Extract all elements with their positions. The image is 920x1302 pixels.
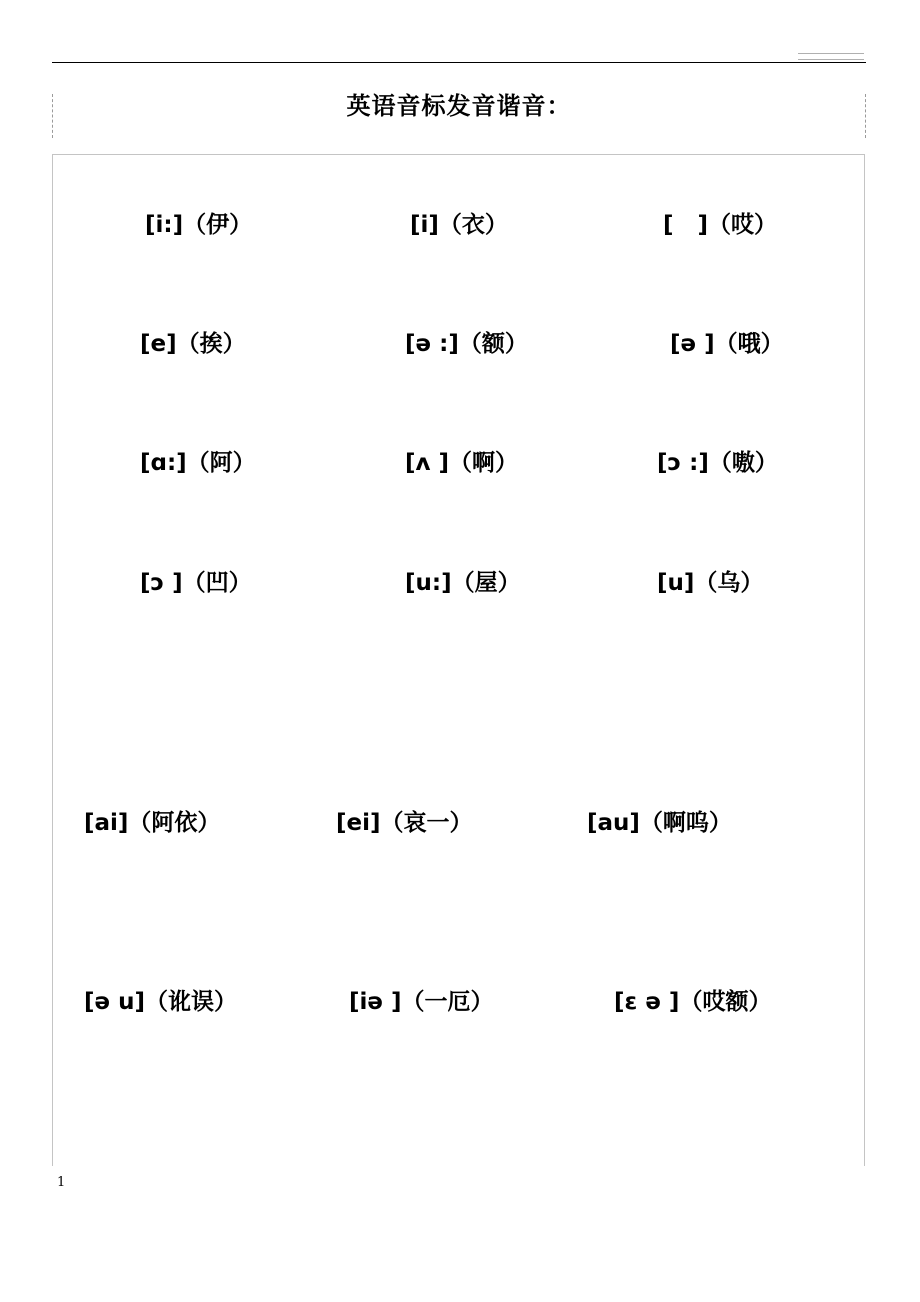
page-number: 1 xyxy=(57,1175,66,1190)
phonetic-item: [i]（衣） xyxy=(410,212,508,238)
phonetic-item: [u]（乌） xyxy=(657,570,764,596)
header-decoration xyxy=(798,53,864,60)
phonetic-item: [ə :]（额） xyxy=(405,331,528,357)
phonetic-item: [ɔ ]（凹） xyxy=(140,570,252,596)
phonetic-item: [ʌ ]（啊） xyxy=(405,450,519,476)
phonetic-item: [ε ə ]（哎额） xyxy=(614,989,772,1015)
header-rule xyxy=(52,62,866,63)
phonetic-item: [ei]（哀一） xyxy=(336,810,473,836)
phonetic-item: [ɔ :]（嗷） xyxy=(657,450,778,476)
phonetic-item: [ɑ:]（阿） xyxy=(140,450,256,476)
phonetic-item: [u:]（屋） xyxy=(405,570,521,596)
phonetic-item: [ai]（阿依） xyxy=(84,810,221,836)
phonetic-item: [au]（啊呜） xyxy=(587,810,732,836)
phonetic-item: [e]（挨） xyxy=(140,331,246,357)
phonetic-item: [i:]（伊） xyxy=(145,212,253,238)
phonetic-item: [ə u]（讹误） xyxy=(84,989,238,1015)
phonetic-item: [ə ]（哦） xyxy=(670,331,784,357)
phonetic-item: [ ]（哎） xyxy=(663,212,778,238)
page-title: 英语音标发音谐音： xyxy=(346,92,572,120)
phonetic-item: [iə ]（一厄） xyxy=(349,989,494,1015)
